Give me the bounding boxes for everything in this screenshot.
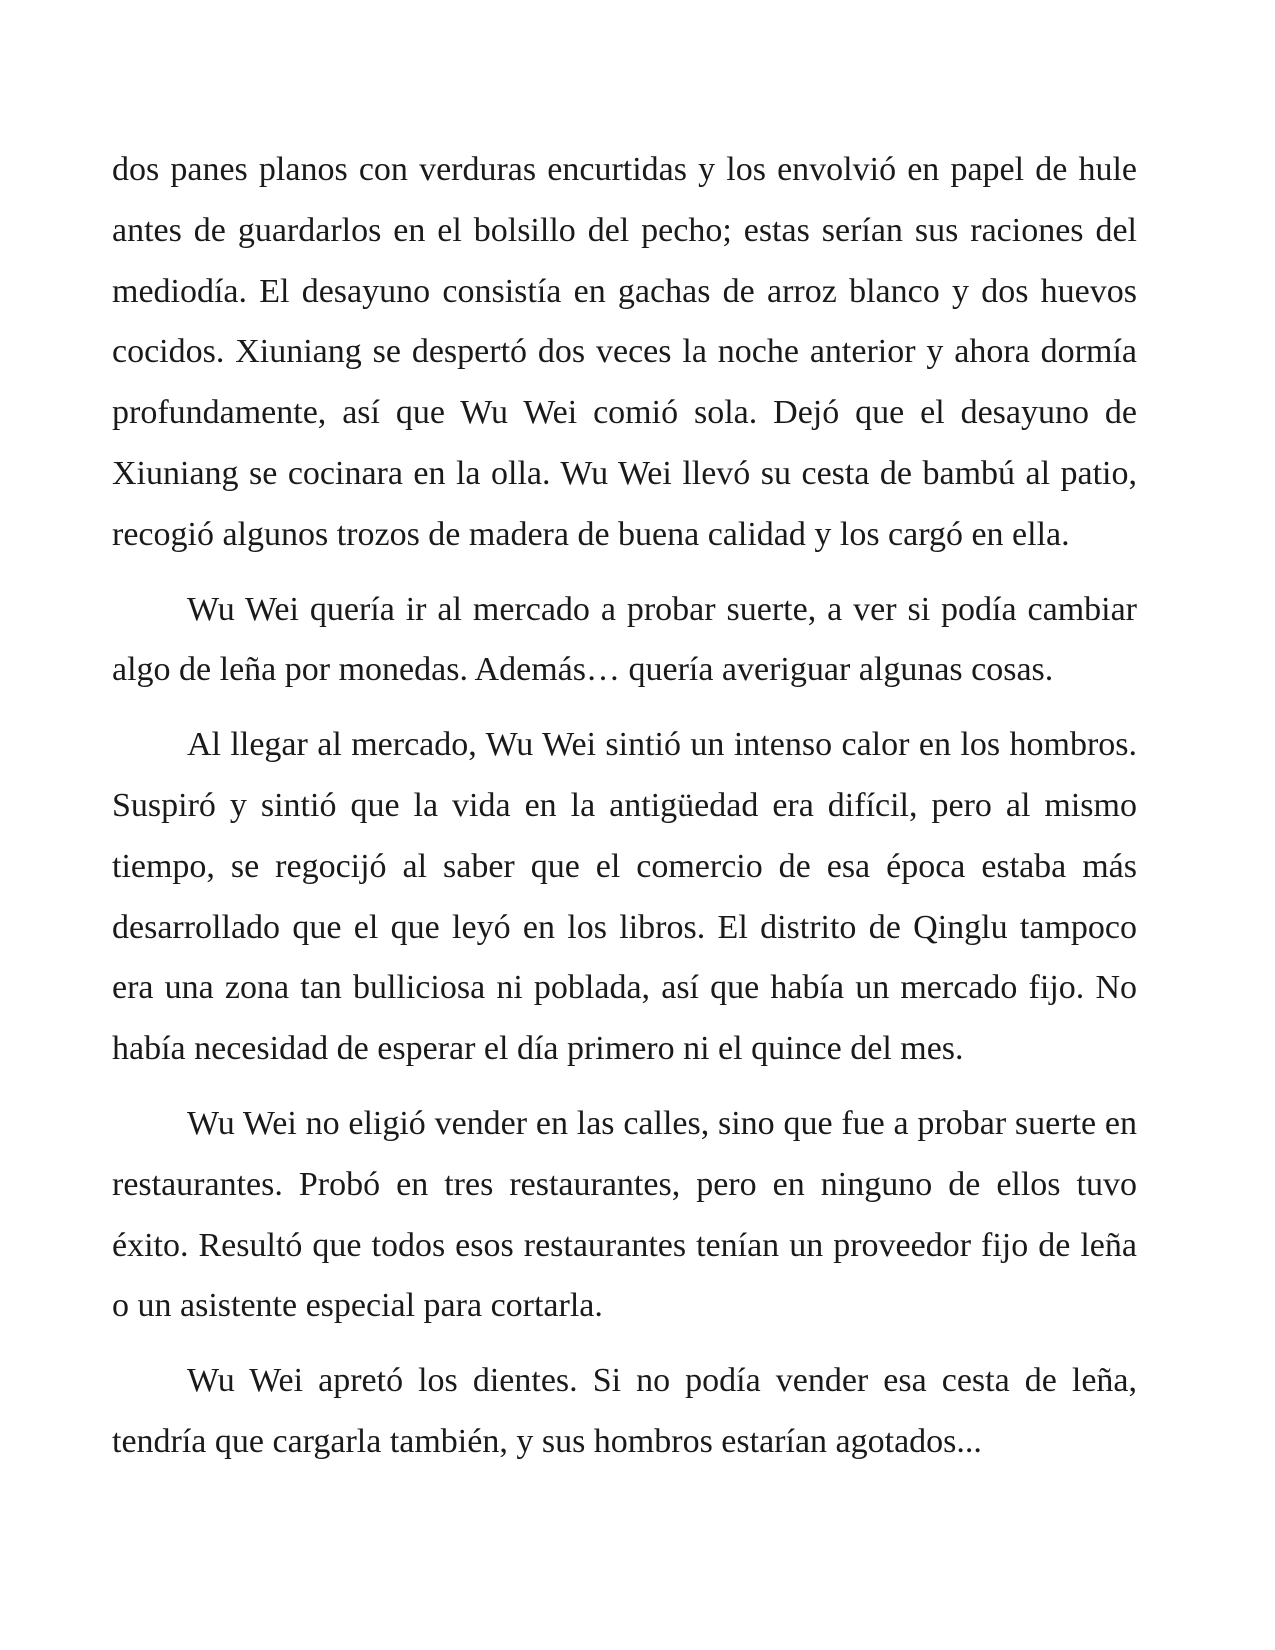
- paragraph-1: dos panes planos con verduras encurtidas y los envolvió en papel de hule antes de guardarlos en el bolsillo del pecho; estas serían sus raciones del mediodía. El desayuno consistía en gachas de arroz blanco y dos huevos cocidos. Xiuniang se despertó dos veces la noche anterior y ahora dormía profundamente, así que Wu Wei comió sola. Dejó que el desayuno de Xiuniang se cocinara en la olla. Wu Wei llevó su cesta de bambú al patio, recogió algunos trozos de madera de buena calidad y los cargó en ella.: [112, 151, 1137, 553]
- paragraph-3: Al llegar al mercado, Wu Wei sintió un intenso calor en los hombros. Suspiró y sintió que la vida en la antigüedad era difícil, pero al mismo tiempo, se regocijó al saber que el comercio de esa época estaba más desarrollado que el que leyó en los libros. El distrito de Qinglu tampoco era una zona tan bulliciosa ni poblada, así que había un mercado fijo. No había necesidad de esperar el día primero ni el quince del mes.: [112, 726, 1137, 1068]
- document-page: [112, 140, 1137, 1487]
- paragraph-5: Wu Wei apretó los dientes. Si no podía vender esa cesta de leña, tendría que cargarla también, y sus hombros estarían agotados...: [112, 1362, 1137, 1460]
- paragraph-4: Wu Wei no eligió vender en las calles, sino que fue a probar suerte en restaurantes. Probó en tres restaurantes, pero en ninguno de ellos tuvo éxito. Resultó que todos esos restaurantes tenían un proveedor fijo de leña o un asistente especial para cortarla.: [112, 1104, 1137, 1325]
- paragraph-2: Wu Wei quería ir al mercado a probar suerte, a ver si podía cambiar algo de leña por monedas. Además… quería averiguar algunas cosas.: [112, 590, 1137, 689]
